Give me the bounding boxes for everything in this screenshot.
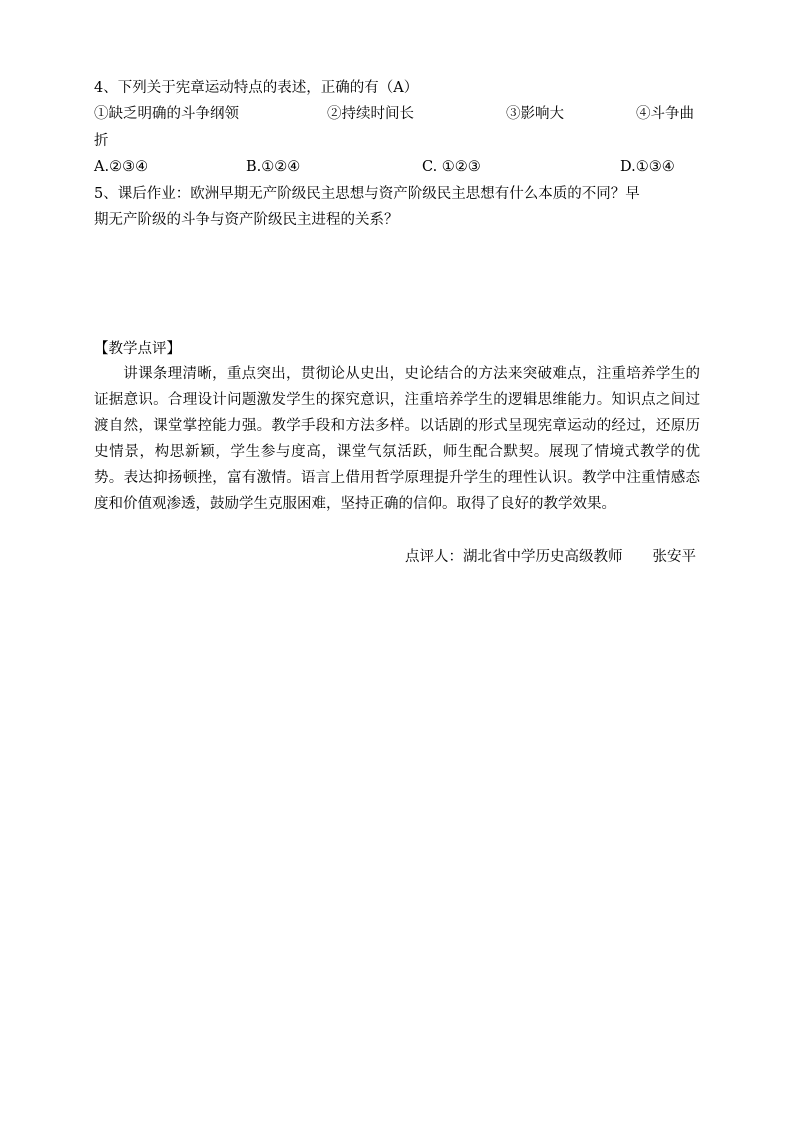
question-5-line-1: 5、课后作业：欧洲早期无产阶级民主思想与资产阶级民主思想有什么本质的不同？早 (94, 186, 640, 202)
reviewer-signature (405, 546, 696, 568)
question-4-item-3: ③影响大 (506, 106, 564, 122)
question-4-choice-d: D.①③④ (620, 159, 675, 175)
question-4-stem: 4、下列关于宪章运动特点的表述，正确的有（A） (94, 80, 419, 96)
question-4-item-2: ②持续时间长 (327, 106, 414, 122)
review-body (94, 361, 700, 517)
question-4-item-1: ①缺乏明确的斗争纲领 (94, 106, 239, 122)
review-body-text: 讲课条理清晰，重点突出，贯彻论从史出，史论结合的方法来突破难点，注重培养学生的证据意识。合理设计问题激发学生的探究意识，注重培养学生的逻辑思维能力。知识点之间过渡自然，课堂掌控能力强。教学手段和方法多样。以话剧的形式呈现宪章运动的经过，还原历史情景，构思新颖，学生参与度高，课堂气氛活跃，师生配合默契。展现了情境式教学的优势。表达抑扬顿挫，富有激情。语言上借用哲学原理提升学生的理性认识。教学中注重情感态度和价值观渗透，鼓励学生克服困难，坚持正确的信仰。取得了良好的教学效果。 (94, 366, 700, 512)
question-4-item-4-wrap: 折 (94, 133, 109, 149)
question-4-choice-b: B.①②④ (246, 159, 301, 175)
question-4-choice-c: C. ①②③ (422, 159, 481, 175)
question-4-choice-a: A.②③④ (94, 159, 149, 175)
review-heading: 【教学点评】 (94, 341, 181, 357)
question-5-line-2: 期无产阶级的斗争与资产阶级民主进程的关系？ (94, 212, 399, 228)
reviewer-label: 点评人：湖北省中学历史高级教师 (405, 549, 623, 565)
reviewer-name: 张安平 (652, 549, 696, 565)
question-4-item-4: ④斗争曲 (636, 106, 694, 122)
